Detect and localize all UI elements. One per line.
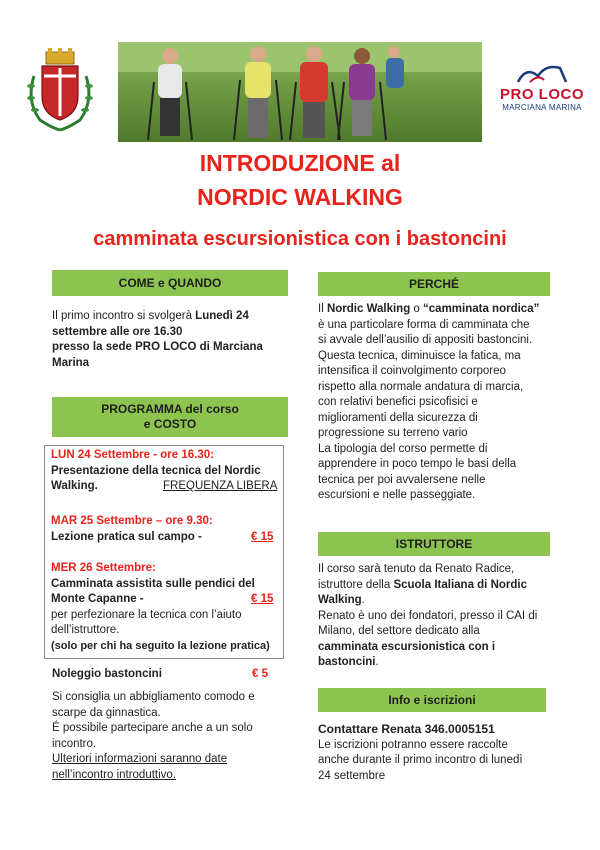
pro-loco-emblem-icon (514, 60, 570, 86)
municipal-crest (22, 46, 98, 132)
info-heading: Info e iscrizioni (318, 688, 546, 712)
subtitle: camminata escursionistica con i bastoncini (93, 228, 507, 250)
perche-heading: PERCHÉ (318, 272, 550, 296)
pro-loco-logo (500, 60, 584, 122)
nordic-walkers-photo (118, 42, 482, 142)
istruttore-heading: ISTRUTTORE (318, 532, 550, 556)
logo-subtext: MARCIANA MARINA (502, 103, 582, 112)
advice-text: Si consiglia un abbigliamento comodo e scarpe da ginnastica. É possibile partecipare anche a un solo incontro. Ulteriori informazioni saranno date nell’incontro introduttivo. (52, 691, 255, 781)
noleggio-row: Noleggio bastoncini € 5 (52, 668, 268, 680)
istruttore-text: Il corso sarà tenuto da Renato Radice, istruttore della Scuola Italiana di Nordic Walking. Renato è uno dei fondatori, presso il CAI di Milano, del settore dedicato alla camminata escursionistica con i bastoncini. (318, 563, 538, 668)
programma-day3: MER 26 Settembre: Camminata assistita sulle pendici del Monte Capanne - € 15 per perfezionare la tecnica con l’aiuto dell’istruttore. (solo per chi ha seguito la lezione pratica) (51, 562, 274, 652)
logo-text: PRO LOCO (500, 86, 585, 103)
programma-day1: LUN 24 Settembre - ore 16.30: Presentazione della tecnica del Nordic Walking. FREQUENZA LIBERA (51, 449, 278, 492)
title-line-2: NORDIC WALKING (197, 184, 403, 210)
come-quando-text: Il primo incontro si svolgerà Lunedì 24 settembre alle ore 16.30 presso la sede PRO LOCO di Marciana Marina (52, 310, 263, 369)
programma-day2: MAR 25 Settembre – ore 9.30: Lezione pratica sul campo - € 15 (51, 515, 274, 543)
title-line-1: INTRODUZIONE al (199, 150, 401, 176)
programma-heading: PROGRAMMA del corso e COSTO (52, 397, 288, 437)
info-text: Contattare Renata 346.0005151 Le iscrizioni potranno essere raccolte anche durante il primo incontro di lunedì 24 settembre (318, 722, 523, 782)
perche-text: Il Nordic Walking o “camminata nordica” è una particolare forma di camminata che si avvale dell’ausilio di appositi bastoncini. Questa tecnica, diminuisce la fatica, ma intensifica il coinvolgimento corporeo rispetto alla normale andatura di marcia, con relativi benefici psicofisici e miglioramenti della sicurezza di progressione su terreno vario La tipologia del corso permette di apprendere in poco tempo le basi della tecnica per poi avvalersene nelle escursioni e nelle passeggiate. (318, 303, 540, 501)
come-quando-heading: COME e QUANDO (52, 270, 288, 296)
